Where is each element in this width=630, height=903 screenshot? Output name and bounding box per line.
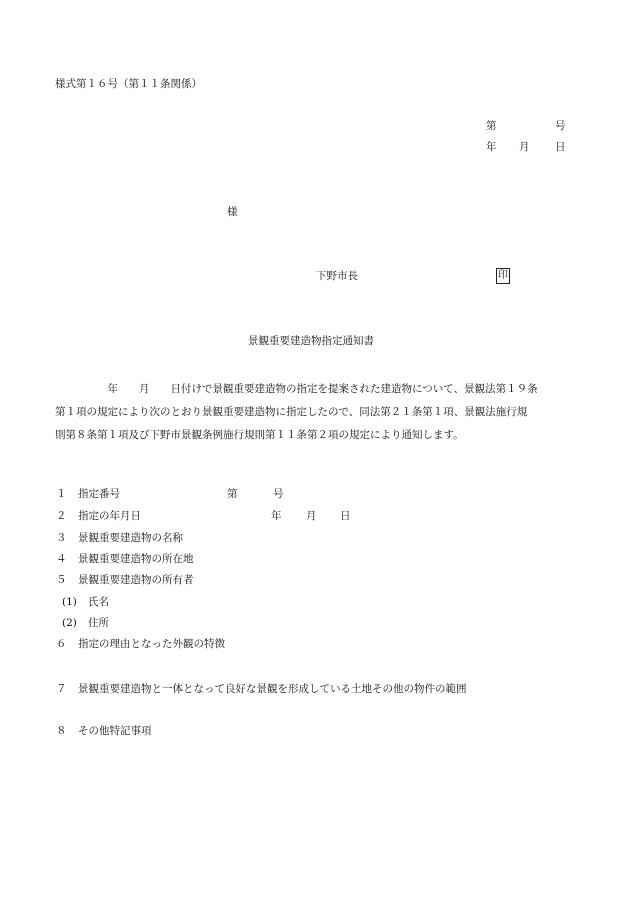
body-paragraph [55, 378, 580, 447]
body-line: 第１項の規定により次のとおり景観重要建造物に指定したので、同法第２１条第１項、景観法施行規 [55, 406, 528, 418]
designation-date-year: 年 [271, 510, 282, 522]
item-label: 景観重要建造物の名称 [78, 532, 183, 544]
item-number: ６ [56, 638, 67, 650]
item-label: 住所 [88, 617, 109, 629]
designation-number-prefix: 第 [227, 488, 238, 500]
item-label: 景観重要建造物の所有者 [78, 574, 194, 586]
item-number: ３ [56, 532, 67, 544]
notice-number-suffix: 号 [555, 120, 566, 132]
item-number: １ [56, 488, 67, 500]
sender-name: 下野市長 [316, 270, 358, 282]
notice-date-month: 月 [519, 141, 530, 153]
item-number: ２ [56, 510, 67, 522]
notice-number-prefix: 第 [486, 120, 497, 132]
item-number: ５ [56, 574, 67, 586]
item-number: (2) [62, 617, 77, 629]
body-line: 則第８条第１項及び下野市景観条例施行規則第１１条第２項の規定により通知します。 [55, 429, 464, 441]
item-number: ８ [56, 725, 67, 737]
form-label: 様式第１６号（第１１条関係） [55, 78, 202, 90]
official-seal: 印 [496, 268, 510, 284]
item-label: 氏名 [88, 596, 109, 608]
item-label: 指定の理由となった外観の特徴 [78, 638, 225, 650]
designation-date-day: 日 [340, 510, 351, 522]
item-number: (1) [62, 596, 77, 608]
document-title: 景観重要建造物指定通知書 [248, 335, 374, 347]
item-label: 景観重要建造物の所在地 [78, 553, 194, 565]
item-label: 景観重要建造物と一体となって良好な景観を形成している土地その他の物件の範囲 [78, 683, 467, 695]
notice-date-year: 年 [486, 141, 497, 153]
item-number: ４ [56, 553, 67, 565]
item-number: ７ [56, 683, 67, 695]
item-label: 指定番号 [78, 488, 120, 500]
item-label: 指定の年月日 [78, 510, 141, 522]
body-line: 年 月 日付けで景観重要建造物の指定を提案された建造物について、景観法第１９条 [55, 383, 538, 395]
designation-number-suffix: 号 [273, 488, 284, 500]
recipient-honorific: 様 [227, 206, 238, 218]
notice-date-day: 日 [555, 141, 566, 153]
designation-date-month: 月 [306, 510, 317, 522]
item-label: その他特記事項 [78, 725, 152, 737]
